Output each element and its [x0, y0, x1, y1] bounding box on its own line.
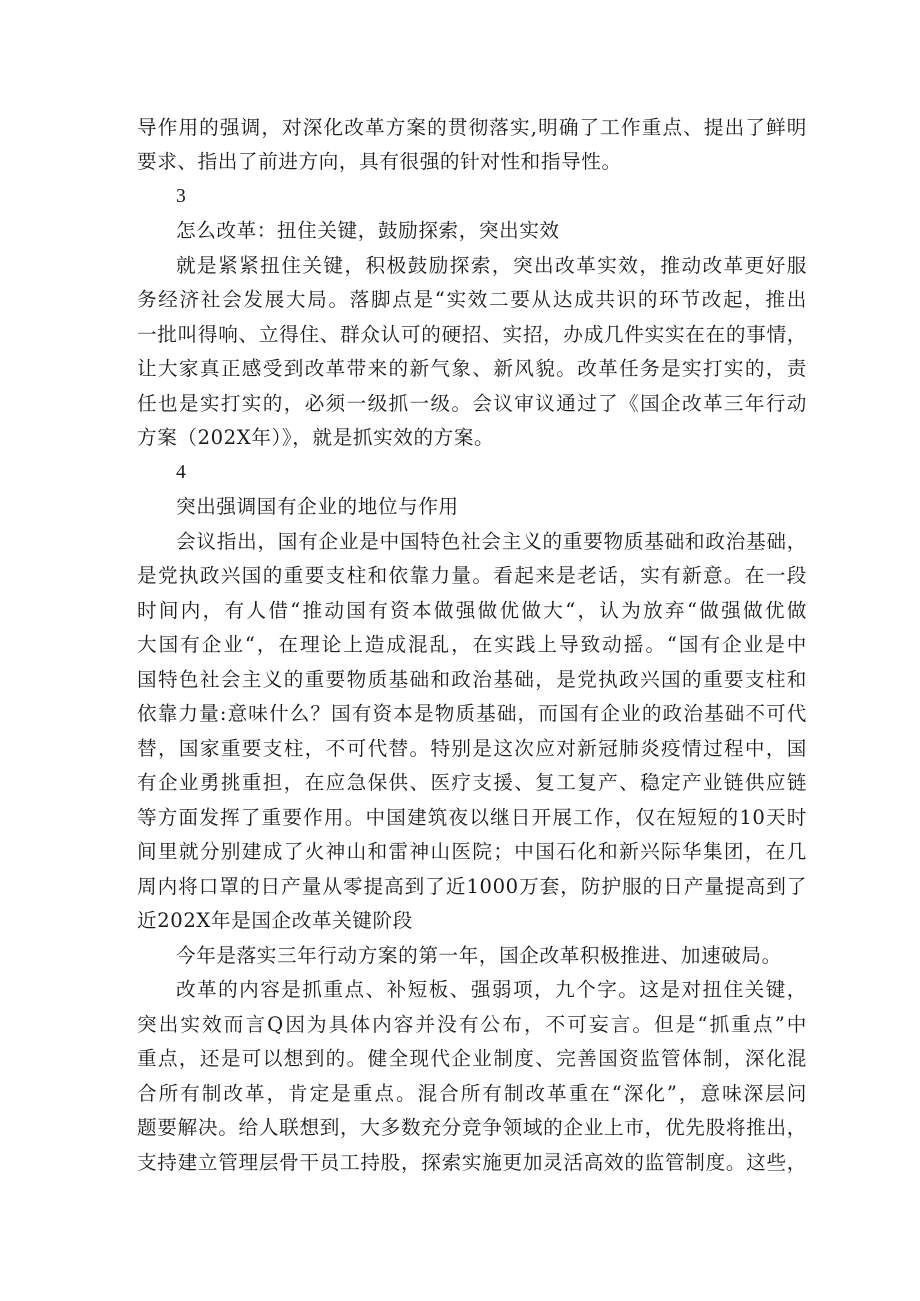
section-heading-4: 突出强调国有企业的地位与作用: [176, 495, 459, 518]
text-line-2: 要求、指出了前进方向，具有很强的针对性和指导性。: [137, 150, 622, 173]
text-line-29: 合所有制改革，肯定是重点。混合所有制改革重在“深化”，意味深层问: [137, 1082, 807, 1105]
text-line-25: 今年是落实三年行动方案的第一年，国企改革积极推进、加速破局。: [176, 944, 782, 967]
text-line-30: 题要解决。给人联想到，大多数充分竞争领域的企业上市，优先股将推出，: [137, 1116, 807, 1139]
text-line-1: 导作用的强调，对深化改革方案的贯彻落实,明确了工作重点、提出了鲜明: [137, 116, 807, 139]
text-line-15: 时间内，有人借“推动国有资本做强做优做大“，认为放弃“做强做优做: [137, 599, 807, 622]
text-line-5: 就是紧紧扭住关键，积极鼓励探索，突出改革实效，推动改革更好服: [176, 254, 807, 277]
text-line-26: 改革的内容是抓重点、补短板、强弱项，九个字。这是对扭住关键，: [176, 978, 807, 1001]
text-line-20: 有企业勇挑重担，在应急保供、医疗支援、复工复产、稳定产业链供应链: [137, 771, 807, 794]
text-line-24: 近202X年是国企改革关键阶段: [137, 909, 413, 932]
text-line-21: 等方面发挥了重要作用。中国建筑夜以继日开展工作，仅在短短的10天时: [137, 806, 807, 829]
text-line-19: 替，国家重要支柱，不可代替。特别是这次应对新冠肺炎疫情过程中，国: [137, 737, 807, 760]
text-line-31: 支持建立管理层骨干员工持股，探索实施更加灵活高效的监管制度。这些，: [137, 1151, 807, 1174]
text-line-28: 重点，还是可以想到的。健全现代企业制度、完善国资监管体制，深化混: [137, 1047, 807, 1070]
text-line-18: 依靠力量:意味什么？国有资本是物质基础，而国有企业的政治基础不可代: [137, 702, 807, 725]
text-line-13: 会议指出，国有企业是中国特色社会主义的重要物质基础和政治基础，: [176, 530, 807, 553]
text-line-9: 任也是实打实的，必须一级抓一级。会议审议通过了《国企改革三年行动: [137, 392, 807, 415]
text-line-17: 国特色社会主义的重要物质基础和政治基础，是党执政兴国的重要支柱和: [137, 668, 807, 691]
section-number-4: 4: [176, 462, 187, 483]
text-line-22: 间里就分别建成了火神山和雷神山医院；中国石化和新兴际华集团，在几: [137, 840, 807, 863]
text-line-14: 是党执政兴国的重要支柱和依靠力量。看起来是老话，实有新意。在一段: [137, 564, 807, 587]
section-number-3: 3: [176, 186, 187, 207]
text-line-7: 一批叫得响、立得住、群众认可的硬招、实招，办成几件实实在在的事情，: [137, 323, 807, 346]
text-line-10: 方案（202X年）》，就是抓实效的方案。: [137, 426, 495, 449]
text-line-23: 周内将口罩的日产量从零提高到了近1000万套，防护服的日产量提高到了: [137, 875, 807, 898]
text-line-27: 突出实效而言Q因为具体内容并没有公布，不可妄言。但是“抓重点”中: [137, 1013, 807, 1036]
section-heading-3: 怎么改革：扭住关键，鼓励探索，突出实效: [176, 219, 560, 242]
text-line-6: 务经济社会发展大局。落脚点是“实效二要从达成共识的环节改起，推出: [137, 288, 807, 311]
text-line-16: 大国有企业“，在理论上造成混乱，在实践上导致动摇。“国有企业是中: [137, 633, 807, 656]
text-line-8: 让大家真正感受到改革带来的新气象、新风貌。改革任务是实打实的，责: [137, 357, 807, 380]
